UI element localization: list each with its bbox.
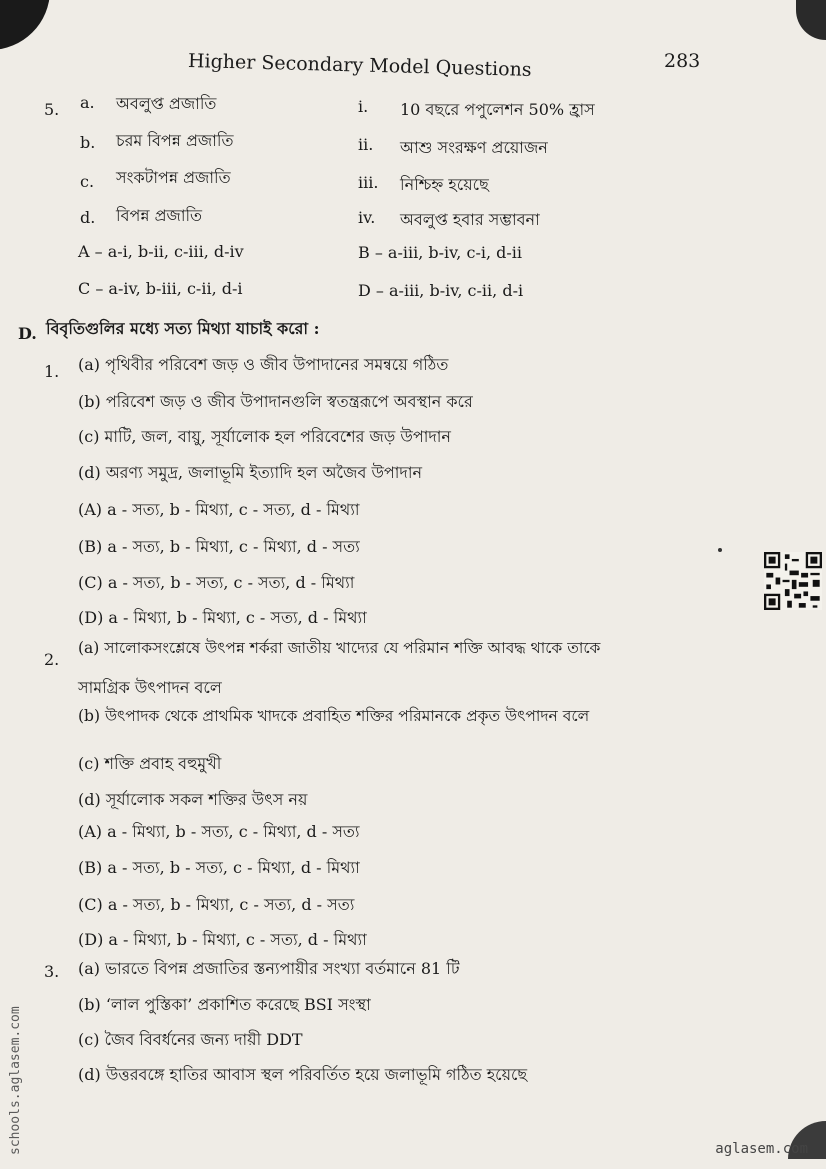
- statement: (d) অরণ্য সমুদ্র, জলাভূমি ইত্যাদি হল অজৈব উপাদান: [78, 463, 423, 482]
- answer-option: (D) a - মিথ্যা, b - মিথ্যা, c - সত্য, d - মিথ্যা: [78, 930, 367, 949]
- answer-option: (C) a - সত্য, b - মিথ্যা, c - সত্য, d - সত্য: [78, 895, 355, 914]
- vertical-watermark: schools.aglasem.com: [8, 1006, 23, 1155]
- statement: (d) উত্তরবঙ্গে হাতির আবাস স্থল পরিবর্তিত হয়ে জলাভূমি গঠিত হয়েছে: [78, 1065, 528, 1084]
- answer-option: (A) a - মিথ্যা, b - সত্য, c - মিথ্যা, d - সত্য: [78, 822, 360, 841]
- match-left-text: চরম বিপন্ন প্রজাতি: [116, 131, 234, 150]
- page-number: 283: [664, 50, 701, 72]
- answer-option: (A) a - সত্য, b - মিথ্যা, c - সত্য, d - মিথ্যা: [78, 500, 360, 519]
- answer-option: D – a-iii, b-iv, c-ii, d-i: [358, 281, 524, 300]
- match-right-text: নিশ্চিহ্ন হয়েছে: [400, 175, 489, 194]
- statement: (b) পরিবেশ জড় ও জীব উপাদানগুলি স্বতন্ত্ররূপে অবস্থান করে: [78, 392, 473, 411]
- statement: (a) পৃথিবীর পরিবেশ জড় ও জীব উপাদানের সমন্বয়ে গঠিত: [78, 355, 449, 374]
- section-heading: বিবৃতিগুলির মধ্যে সত্য মিথ্যা যাচাই করো :: [46, 319, 320, 338]
- question-number: 2.: [44, 650, 60, 669]
- match-left-text: বিপন্ন প্রজাতি: [116, 206, 203, 225]
- answer-option: (C) a - সত্য, b - সত্য, c - সত্য, d - মিথ্যা: [78, 573, 355, 592]
- match-right-key: iv.: [358, 208, 376, 227]
- answer-option: C – a-iv, b-iii, c-ii, d-i: [78, 279, 243, 298]
- answer-option: (B) a - সত্য, b - সত্য, c - মিথ্যা, d - মিথ্যা: [78, 858, 360, 877]
- match-left-key: a.: [80, 93, 95, 112]
- answer-option: A – a-i, b-ii, c-iii, d-iv: [78, 242, 244, 261]
- scan-shadow-corner: [796, 0, 826, 40]
- answer-option: B – a-iii, b-iv, c-i, d-ii: [358, 243, 523, 262]
- match-right-key: iii.: [358, 173, 379, 192]
- qr-code-icon: [763, 552, 823, 610]
- scan-shadow-corner: [0, 0, 50, 50]
- question-number: 3.: [44, 962, 60, 981]
- answer-option: (D) a - মিথ্যা, b - মিথ্যা, c - সত্য, d - মিথ্যা: [78, 608, 367, 627]
- match-right-text: 10 বছরে পপুলেশন 50% হ্রাস: [400, 100, 595, 119]
- page-header-title: Higher Secondary Model Questions: [187, 50, 532, 81]
- match-right-key: i.: [358, 97, 369, 116]
- match-right-key: ii.: [358, 135, 374, 154]
- match-right-text: আশু সংরক্ষণ প্রয়োজন: [400, 138, 548, 157]
- statement: (c) মাটি, জল, বায়ু, সূর্যালোক হল পরিবেশের জড় উপাদান: [78, 427, 451, 446]
- statement: (c) জৈব বিবর্ধনের জন্য দায়ী DDT: [78, 1030, 303, 1049]
- match-left-text: অবলুপ্ত প্রজাতি: [116, 94, 217, 113]
- match-left-key: c.: [80, 172, 95, 191]
- statement: (a) সালোকসংশ্লেষে উৎপন্ন শর্করা জাতীয় খাদ্যের যে পরিমান শক্তি আবদ্ধ থাকে তাকে: [78, 639, 601, 657]
- statement-continuation: সামগ্রিক উৎপাদন বলে: [78, 678, 222, 697]
- statement: (b) ‘লাল পুস্তিকা’ প্রকাশিত করেছে BSI সংস্থা: [78, 995, 371, 1014]
- statement: (a) ভারতে বিপন্ন প্রজাতির স্তন্যপায়ীর সংখ্যা বর্তমানে 81 টি: [78, 959, 460, 978]
- statement: (b) উৎপাদক থেকে প্রাথমিক খাদকে প্রবাহিত শক্তির পরিমানকে প্রকৃত উৎপাদন বলে: [78, 707, 590, 725]
- statement: (c) শক্তি প্রবাহ বহুমুখী: [78, 754, 222, 773]
- scan-speck: [718, 548, 722, 552]
- section-letter: D.: [18, 324, 37, 343]
- match-left-key: b.: [80, 133, 96, 152]
- match-right-text: অবলুপ্ত হবার সম্ভাবনা: [400, 210, 540, 229]
- question-number: 5.: [44, 100, 60, 119]
- site-footer: aglasem.com: [715, 1141, 808, 1157]
- statement: (d) সূর্যালোক সকল শক্তির উৎস নয়: [78, 790, 308, 809]
- answer-option: (B) a - সত্য, b - মিথ্যা, c - মিথ্যা, d - সত্য: [78, 537, 360, 556]
- question-number: 1.: [44, 362, 60, 381]
- match-left-text: সংকটাপন্ন প্রজাতি: [116, 168, 231, 187]
- match-left-key: d.: [80, 208, 96, 227]
